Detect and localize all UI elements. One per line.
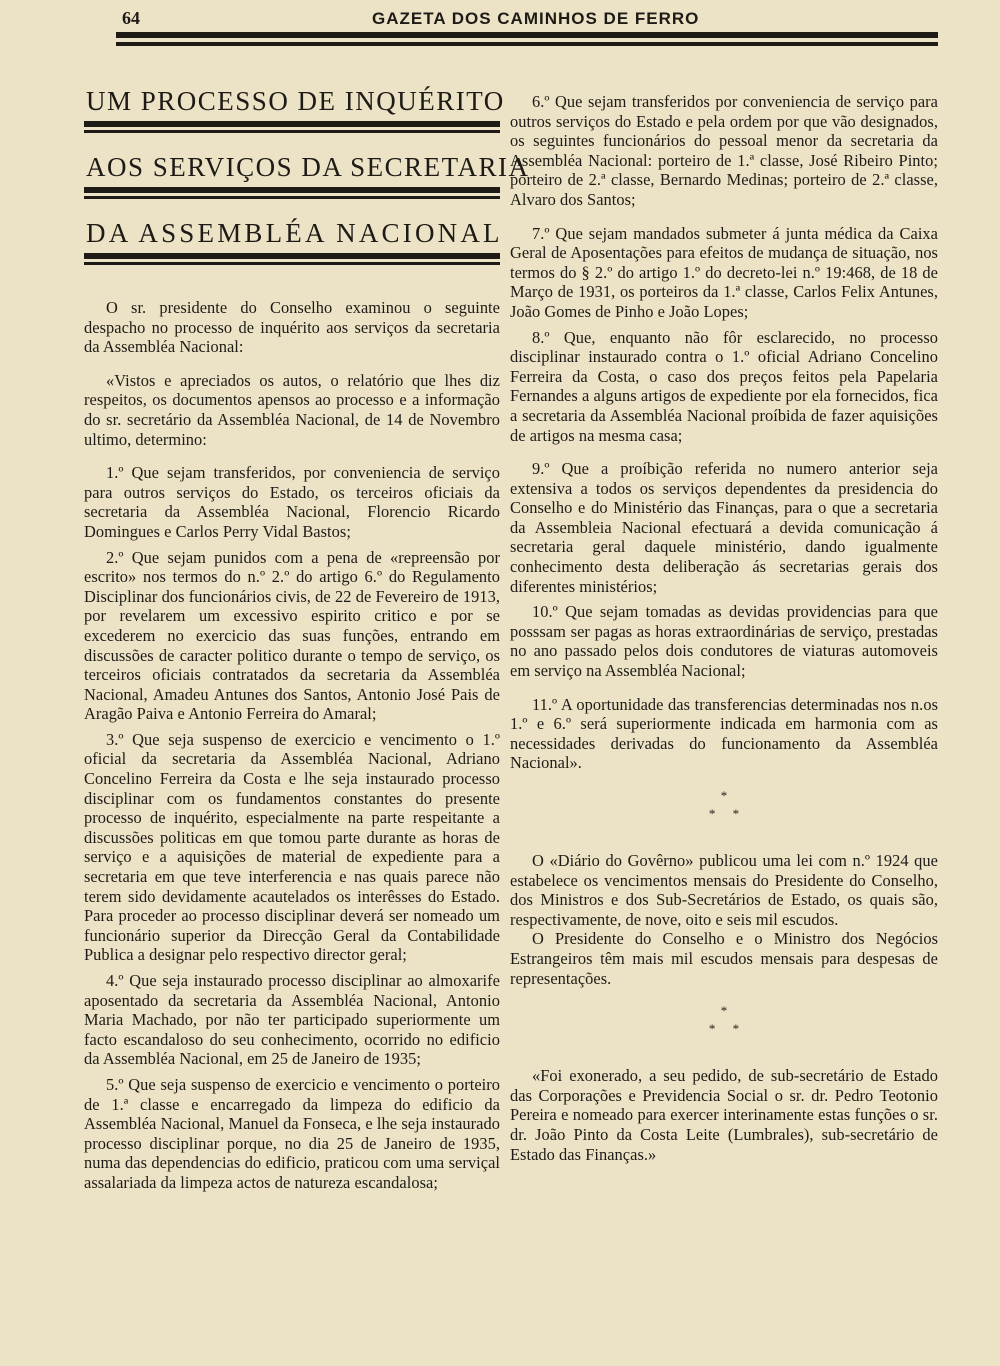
separator-bottom-stars: * * xyxy=(708,1021,740,1037)
dispatch-item-6: 6.º Que sejam transferidos por conveniencia de serviço para outros serviços do Estado e pela ordem por que vão designados, os seguintes funcionários do pessoal menor da secretaria da Assembléa Nacional: porteiro de 1.ª classe, José Ribeiro Pinto; porteiro de 2.ª classe, Bernardo Medinas; porteiro de 2.ª classe, Alvaro dos Santos; xyxy=(510,92,938,209)
article-title xyxy=(84,84,530,265)
title-rule xyxy=(84,253,500,259)
dispatch-item-3: 3.º Que seja suspenso de exercicio e vencimento o 1.º oficial da secretaria da Assembléa Nacional, Adriano Concelino Ferreira da Costa e lhe seja instaurado processo disciplinar com os fundamentos constantes do presente processo de inquérito, especialmente na parte respeitante a discussões politicas em que tomou parte durante as horas de serviço e a aquisições de material de expediente para a secretaria em que teve interferencia e nas quais parece não terem sido devidamente acautelados os interêsses do Estado. Para proceder ao processo disciplinar deverá ser nomeado um funcionário superior da Direcção Geral da Contabilidade Publica a designar pelo respectivo director geral; xyxy=(84,729,500,965)
left-column xyxy=(84,84,530,1193)
dispatch-opening: «Vistos e apreciados os autos, o relatório que lhes diz respeitos, os documentos apensos ao processo e a informação do sr. secretário da Assembléa Nacional, de 14 de Novembro ultimo, determino: xyxy=(84,370,500,449)
dispatch-item-4: 4.º Que seja instaurado processo disciplinar ao almoxarife aposentado da secretaria da Assembléa Nacional, Antonio Maria Machado, por não ter participado superiormente um facto escandaloso do seu conhecimento, ocorrido no edificio da Assembléa Nacional, em 25 de Janeiro de 1935; xyxy=(84,971,500,1069)
dispatch-item-8: 8.º Que, enquanto não fôr esclarecido, no processo disciplinar instaurado contra o 1.º oficial Adriano Concelino Ferreira da Costa, o caso dos preços feitos pela Papelaria Fernandes a alguns artigos de expediente por ela fornecidos, fica a secretaria da Assembléa Nacional proíbida de fazer aquisições de artigos na mesma casa; xyxy=(510,327,938,445)
header-rule-bottom xyxy=(116,42,938,46)
title-line-2: AOS SERVIÇOS DA SECRETARIA xyxy=(86,152,530,182)
dispatch-item-9: 9.º Que a proíbição referida no numero anterior seja extensiva a todos os serviços dependentes da presidencia do Conselho e do Ministério das Finanças, para o que a secretaria da Assembleia Nacional efectuará a devida comunicação á secretaria geral daquele ministério, dando igualmente conhecimento desta deliberação ás secretarias gerais dos diferentes ministérios; xyxy=(510,459,938,596)
news-salaries: O «Diário do Govêrno» publicou uma lei com n.º 1924 que estabelece os vencimentos mensais do Presidente do Conselho, dos Ministros e dos Sub-Secretários de Estado, os quais são, respectivamente, de nove, oito e seis mil escudos. xyxy=(510,851,938,929)
news-representation: O Presidente do Conselho e o Ministro dos Negócios Estrangeiros têm mais mil escudos mensais para despesas de representações. xyxy=(510,929,938,988)
title-rule xyxy=(84,130,500,133)
dispatch-item-7: 7.º Que sejam mandados submeter á junta médica da Caixa Geral de Aposentações para efeitos de mudança de situação, nos termos do § 2.º do artigo 1.º do decreto-lei n.º 19:468, de 18 de Março de 1931, os porteiros da 1.ª classe, Carlos Felix Antunes, João Gomes de Pinho e João Lopes; xyxy=(510,223,938,321)
dispatch-item-1: 1.º Que sejam transferidos, por conveniencia de serviço para outros serviços do Estado, os terceiros oficiais da secretaria da Assembléa Nacional, Florencio Ricardo Domingues e Carlos Perry Vidal Bastos; xyxy=(84,463,500,541)
page-number: 64 xyxy=(122,8,140,28)
news-exoneration: «Foi exonerado, a seu pedido, de sub-secretário de Estado das Corporações e Previdencia Social o sr. dr. Pedro Teotonio Pereira e nomeado para exercer interinamente estas funções o sr. dr. João Pinto da Costa Leite (Lumbrales), sub-secretário de Estado das Finanças.» xyxy=(510,1066,938,1164)
right-column xyxy=(510,92,938,1164)
dispatch-item-10: 10.º Que sejam tomadas as devidas providencias para que posssam ser pagas as horas extraordinárias de serviço, prestadas no ano passado pelos dois condutores de viaturas automoveis em serviço na Assembléa Nacional; xyxy=(510,602,938,681)
title-rule xyxy=(84,187,500,193)
article-intro: O sr. presidente do Conselho examinou o seguinte despacho no processo de inquérito aos serviços da secretaria da Assembléa Nacional: xyxy=(84,298,500,357)
separator-bottom-stars: * * xyxy=(708,806,740,821)
title-rule xyxy=(84,121,500,127)
section-separator xyxy=(510,1002,938,1038)
running-title: GAZETA DOS CAMINHOS DE FERRO xyxy=(372,9,700,28)
title-rule xyxy=(84,196,500,199)
section-separator xyxy=(510,787,938,823)
title-rule xyxy=(84,262,500,265)
header-rule-top xyxy=(116,32,938,38)
title-line-3: DA ASSEMBLÉA NACIONAL xyxy=(86,218,503,248)
dispatch-item-5: 5.º Que seja suspenso de exercicio e vencimento o porteiro de 1.ª classe e encarregado da limpeza do edificio da Assembléa Nacional, Manuel da Fonseca, e lhe seja instaurado processo disciplinar porque, no dia 25 de Janeiro de 1935, numa das dependencias do edificio, praticou com uma serviçal assalariada da limpeza actos de natureza escandalosa; xyxy=(84,1074,500,1192)
separator-top-star: * xyxy=(720,788,728,803)
title-line-1: UM PROCESSO DE INQUÉRITO xyxy=(86,86,505,116)
dispatch-item-11: 11.º A oportunidade das transferencias determinadas nos n.os 1.º e 6.º será superiormente indicada em harmonia com as necessidades derivadas do funcionamento da Assembléa Nacional». xyxy=(510,694,938,773)
separator-top-star: * xyxy=(720,1003,728,1019)
dispatch-item-2: 2.º Que sejam punidos com a pena de «repreensão por escrito» nos termos do n.º 2.º do artigo 6.º do Regulamento Disciplinar dos funcionários civis, de 22 de Fevereiro de 1913, por revelarem um excessivo espirito critico e por se excederem no exercicio das suas funções, entrando em discussões de caracter politico durante o tempo de serviço, os terceiros oficiais contratados da secretaria da Assembléa Nacional, Amadeu Antunes dos Santos, Antonio José Pais de Aragão Paiva e Antonio Ferreira do Amaral; xyxy=(84,547,500,724)
